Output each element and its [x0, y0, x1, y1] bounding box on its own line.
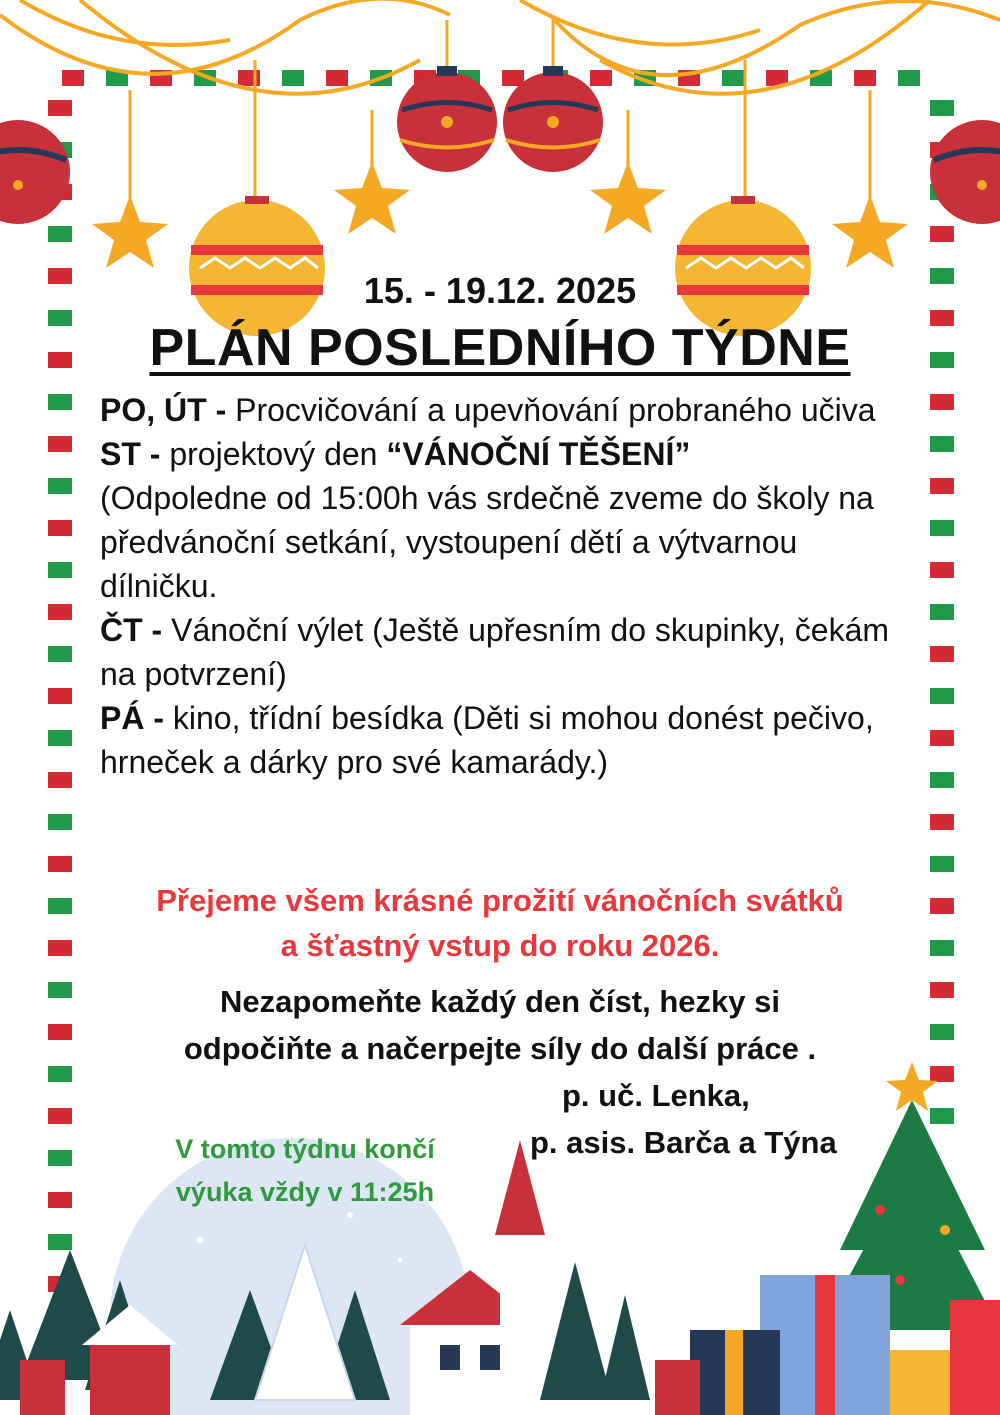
schedule-item-wednesday	[100, 432, 920, 608]
day-text: kino, třídní besídka (Děti si mohou donést pečivo, hrneček a dárky pro své kamarády.)	[100, 700, 874, 780]
wishes-line: a šťastný vstup do roku 2026.	[280, 928, 720, 963]
wishes-line: Přejeme všem krásné prožití vánočních svátků	[156, 883, 844, 918]
reminder-line: odpočiňte a načerpejte síly do další práce .	[183, 1031, 817, 1066]
frame-dash	[48, 1192, 72, 1208]
frame-dash	[930, 814, 954, 830]
frame-dash	[48, 1150, 72, 1166]
ornament-icon	[0, 120, 1000, 224]
frame-dash	[930, 394, 954, 410]
day-label: PO, ÚT -	[100, 392, 227, 428]
frame-dash	[48, 856, 72, 872]
frame-dash	[48, 1234, 72, 1250]
schedule-note	[140, 1128, 470, 1214]
frame-dash	[48, 478, 72, 494]
day-text: projektový den	[160, 436, 387, 472]
frame-dash	[930, 604, 954, 620]
schedule-list	[100, 388, 920, 784]
frame-dash	[48, 604, 72, 620]
frame-dash	[930, 226, 954, 242]
day-label: PÁ -	[100, 700, 164, 736]
ornament-icon	[189, 196, 811, 336]
schedule-item-monday-tuesday	[100, 388, 920, 432]
frame-dash	[282, 70, 304, 86]
reminder-line: Nezapomeňte každý den číst, hezky si	[220, 984, 780, 1019]
frame-dash	[854, 70, 876, 86]
schedule-item-friday	[100, 696, 920, 784]
frame-dash	[930, 730, 954, 746]
frame-dash	[930, 772, 954, 788]
frame-dash	[48, 520, 72, 536]
frame-dash	[930, 688, 954, 704]
frame-dash	[930, 478, 954, 494]
frame-dash	[326, 70, 348, 86]
frame-dash	[48, 814, 72, 830]
date-range: 15. - 19.12. 2025	[363, 270, 637, 311]
page-title: PLÁN POSLEDNÍHO TÝDNE	[149, 319, 851, 377]
frame-dash	[930, 562, 954, 578]
frame-dash	[930, 436, 954, 452]
reading-reminder	[60, 978, 940, 1072]
day-extra: (Odpoledne od 15:00h vás srdečně zveme do školy na předvánoční setkání, vystoupení dětí a výtvarnou dílničku.	[100, 480, 874, 604]
frame-dash	[930, 856, 954, 872]
frame-dash	[48, 1108, 72, 1124]
frame-dash	[930, 100, 954, 116]
frame-dash	[238, 70, 260, 86]
frame-dash	[48, 562, 72, 578]
frame-dash	[48, 226, 72, 242]
page-title-wrap	[0, 318, 1000, 378]
day-text: Vánoční výlet (Ještě upřesním do skupinky, čekám na potvrzení)	[100, 612, 890, 692]
day-text: Procvičování a upevňování probraného učiva	[226, 392, 876, 428]
signature-teacher: p. uč. Lenka,	[562, 1078, 750, 1113]
frame-dash	[48, 646, 72, 662]
frame-dash	[930, 646, 954, 662]
day-label: ST -	[100, 436, 161, 472]
ornament-icon	[397, 66, 603, 172]
note-line: výuka vždy v 11:25h	[175, 1177, 435, 1207]
frame-dash	[590, 70, 612, 86]
day-label: ČT -	[100, 612, 163, 648]
frame-dash	[930, 1108, 954, 1124]
frame-dash	[48, 688, 72, 704]
frame-dash	[48, 730, 72, 746]
frame-dash	[48, 394, 72, 410]
frame-dash	[722, 70, 744, 86]
frame-dash	[48, 100, 72, 116]
frame-dash	[930, 520, 954, 536]
note-line: V tomto týdnu končí	[175, 1134, 435, 1164]
schedule-item-thursday	[100, 608, 920, 696]
frame-dash	[48, 772, 72, 788]
project-name: “VÁNOČNÍ TĚŠENÍ”	[386, 436, 691, 472]
signature-assistants: p. asis. Barča a Týna	[530, 1125, 837, 1160]
holiday-wishes	[60, 878, 940, 968]
frame-dash	[898, 70, 920, 86]
frame-dash	[62, 70, 84, 86]
frame-dash	[502, 70, 524, 86]
frame-dash	[48, 436, 72, 452]
